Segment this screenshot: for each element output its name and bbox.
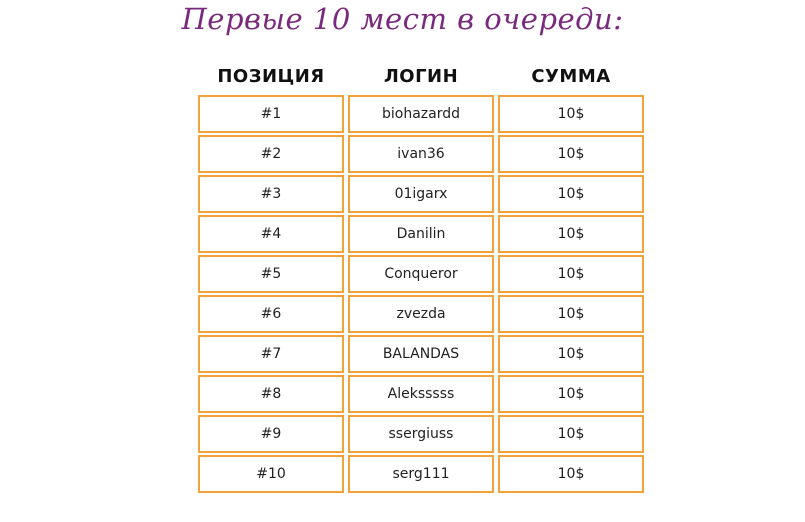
table-row	[196, 414, 646, 454]
header-position: ПОЗИЦИЯ	[217, 65, 325, 87]
login-cell: zvezda	[348, 295, 494, 333]
position-cell: #6	[198, 295, 344, 333]
table-body	[196, 94, 646, 494]
login-cell: Aleksssss	[348, 375, 494, 413]
table-header	[196, 58, 646, 94]
amount-cell: 10$	[498, 175, 644, 213]
position-cell: #5	[198, 255, 344, 293]
amount-cell: 10$	[498, 135, 644, 173]
login-cell: Conqueror	[348, 255, 494, 293]
amount-cell: 10$	[498, 455, 644, 493]
page-title: Первые 10 мест в очереди:	[181, 2, 624, 36]
table-row	[196, 294, 646, 334]
login-cell: Danilin	[348, 215, 494, 253]
header-login: ЛОГИН	[383, 65, 459, 87]
position-cell: #7	[198, 335, 344, 373]
table-row	[196, 254, 646, 294]
amount-cell: 10$	[498, 335, 644, 373]
table-row	[196, 454, 646, 494]
amount-cell: 10$	[498, 95, 644, 133]
login-cell: BALANDAS	[348, 335, 494, 373]
amount-cell: 10$	[498, 255, 644, 293]
position-cell: #9	[198, 415, 344, 453]
amount-cell: 10$	[498, 295, 644, 333]
table-row	[196, 174, 646, 214]
position-cell: #2	[198, 135, 344, 173]
queue-table	[196, 58, 646, 494]
position-cell: #4	[198, 215, 344, 253]
table-row	[196, 134, 646, 174]
login-cell: ssergiuss	[348, 415, 494, 453]
table-row	[196, 374, 646, 414]
login-cell: serg111	[348, 455, 494, 493]
login-cell: biohazardd	[348, 95, 494, 133]
header-amount: СУММА	[531, 65, 611, 87]
amount-cell: 10$	[498, 415, 644, 453]
position-cell: #10	[198, 455, 344, 493]
amount-cell: 10$	[498, 215, 644, 253]
login-cell: ivan36	[348, 135, 494, 173]
position-cell: #1	[198, 95, 344, 133]
position-cell: #3	[198, 175, 344, 213]
table-row	[196, 214, 646, 254]
amount-cell: 10$	[498, 375, 644, 413]
position-cell: #8	[198, 375, 344, 413]
login-cell: 01igarx	[348, 175, 494, 213]
table-row	[196, 334, 646, 374]
table-row	[196, 94, 646, 134]
